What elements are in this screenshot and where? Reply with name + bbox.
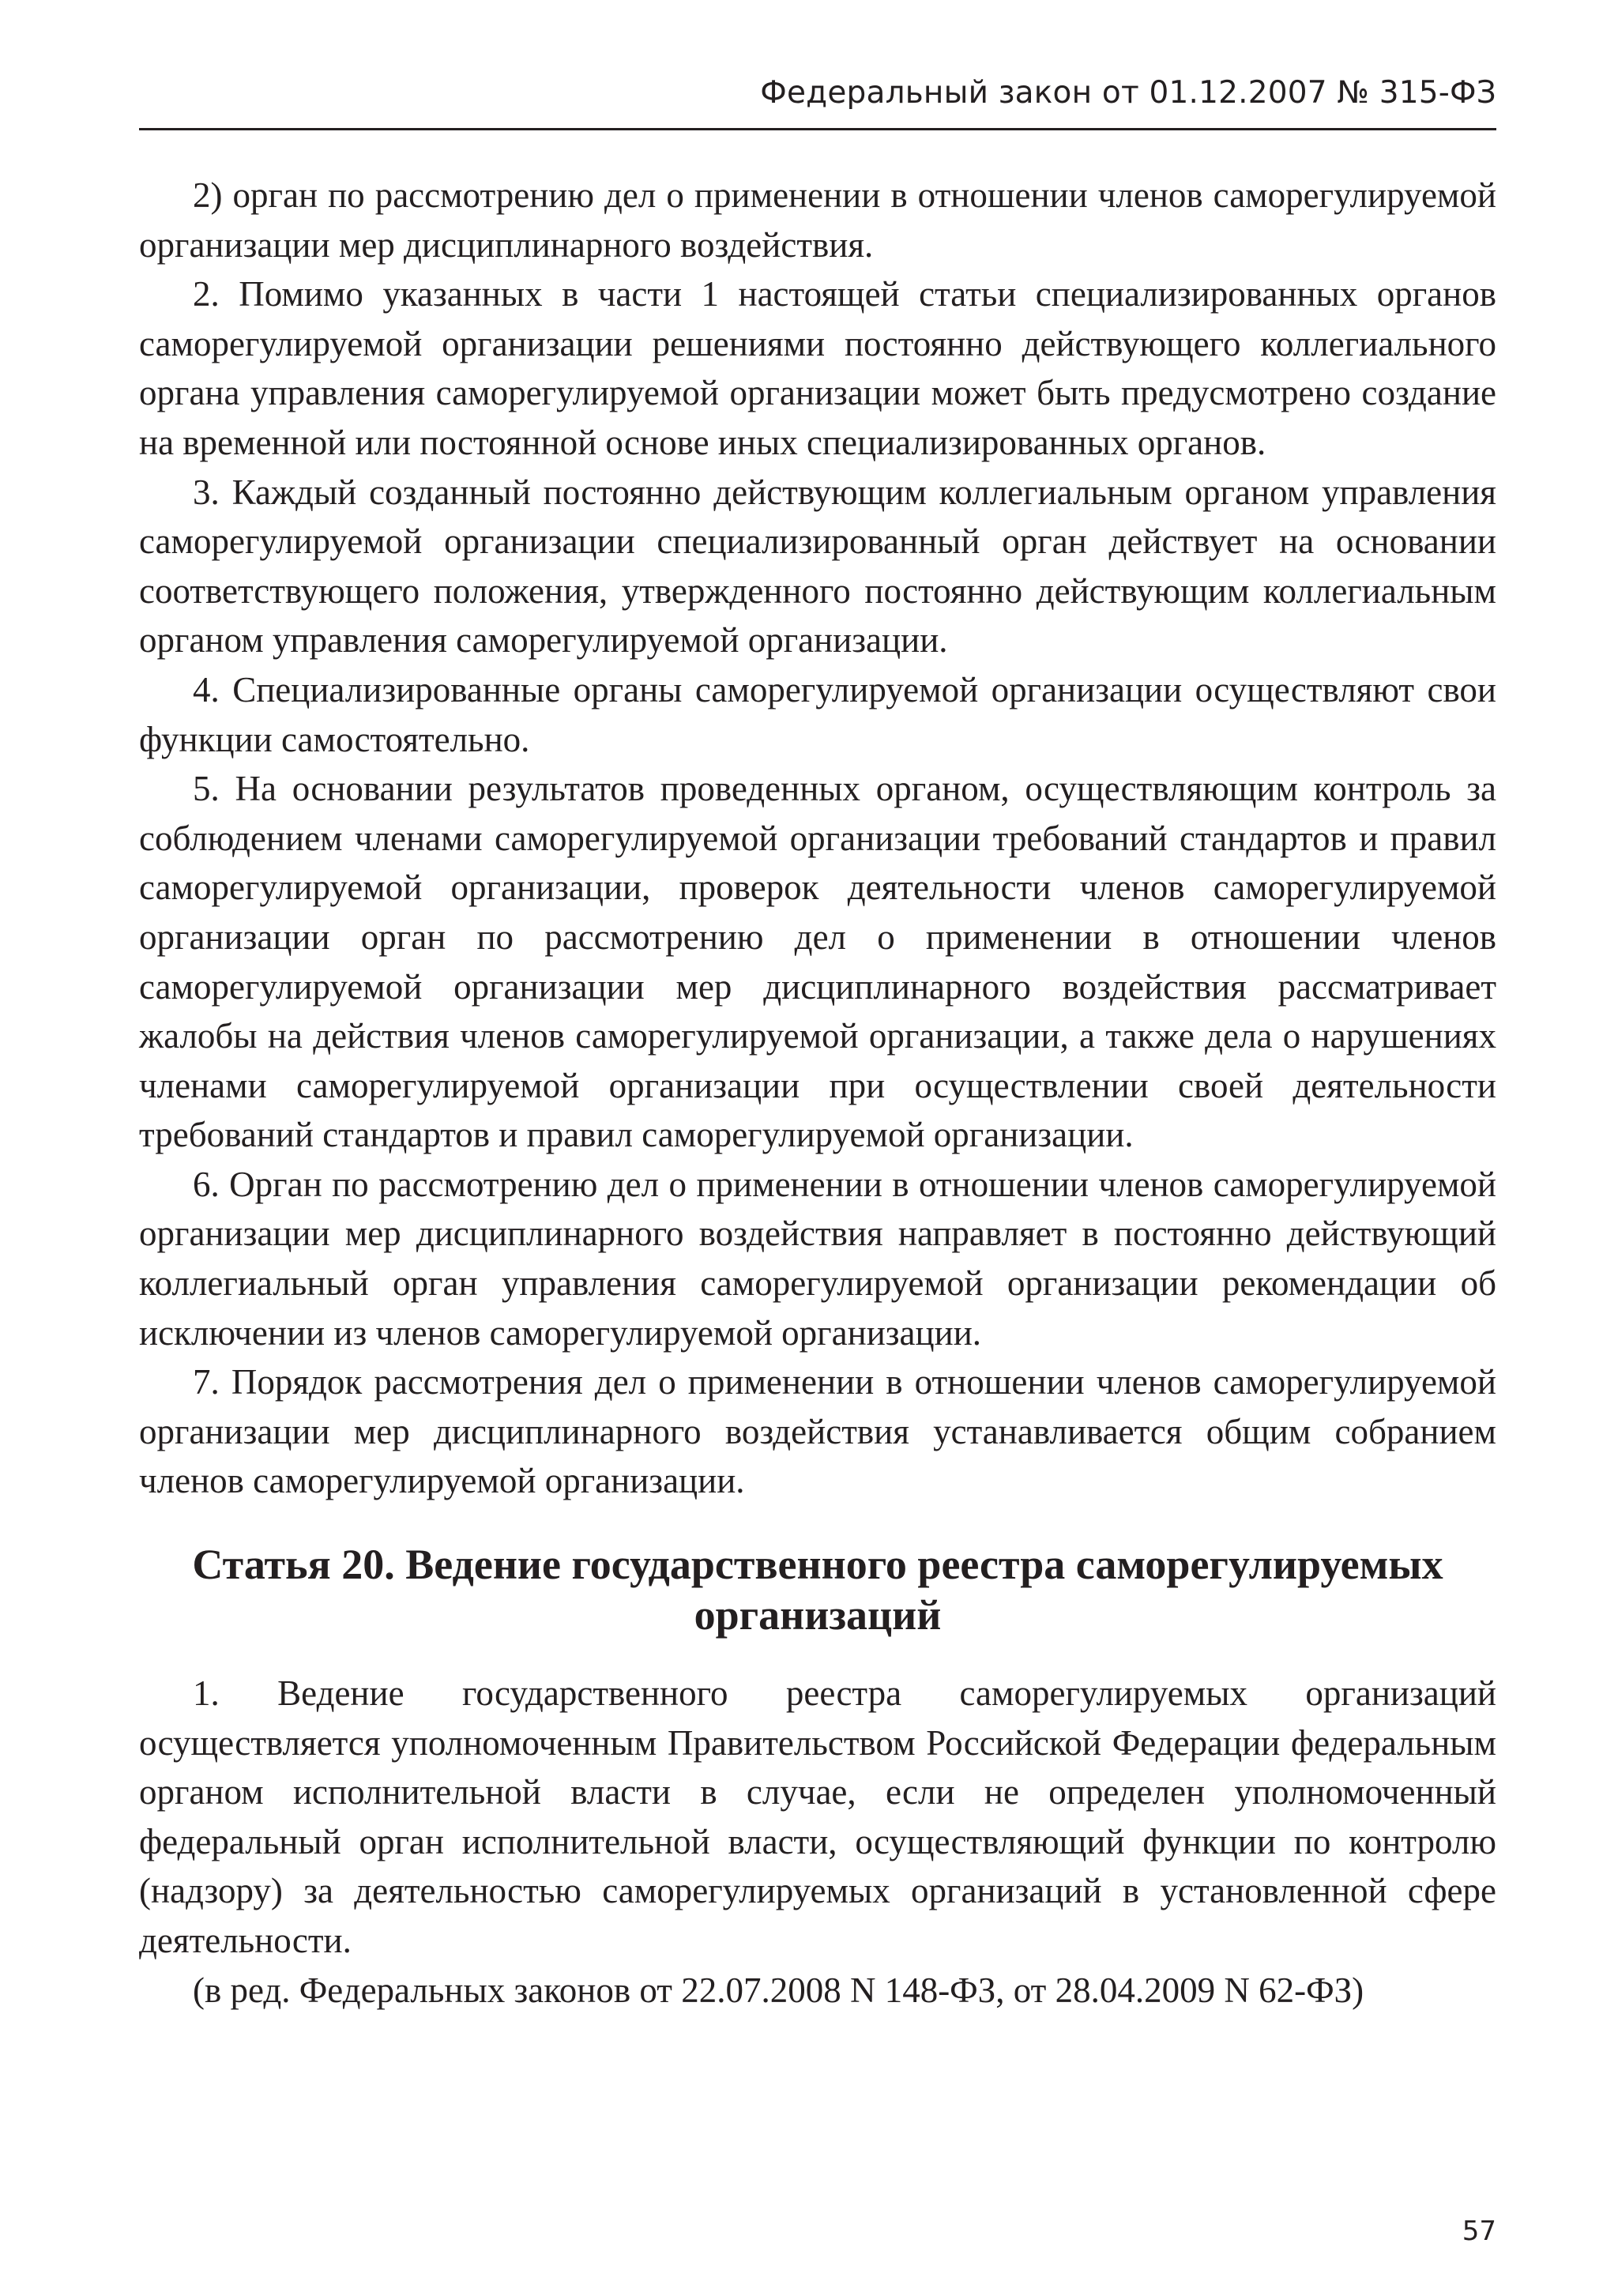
paragraph-4: 4. Специализированные органы саморегулируемой организации осуществляют свои функции самостоятельно.: [139, 669, 1496, 759]
article-20-paragraph-1: 1. Ведение государственного реестра саморегулируемых организаций осуществляется уполномоченным Правительством Российской Федерации федеральным органом исполнительной власти в случае, если не определен уполномоченный федеральный орган исполнительной власти, осуществляющий функции по контролю (надзору) за деятельностью саморегулируемых организаций в установленной сфере деятельности.: [139, 1673, 1496, 1960]
paragraph-2: 2. Помимо указанных в части 1 настоящей статьи специализированных органов саморегулируемой организации решениями постоянно действующего коллегиального органа управления саморегулируемой организации может быть предусмотрено создание на временной или постоянной основе иных специализированных органов.: [139, 274, 1496, 462]
article-heading-line-1: Статья 20. Ведение государственного реестра саморегулируемых: [192, 1541, 1443, 1589]
paragraph-5: 5. На основании результатов проведенных органом, осуществляющим контроль за соблюдением членами саморегулируемой организации требований стандартов и правил саморегулируемой организации, проверок деятельности членов саморегулируемой организации орган по рассмотрению дел о применении в отношении членов саморегулируемой организации мер дисциплинарного воздействия рассматривает жалобы на действия членов саморегулируемой организации, а также дела о нарушениях членами саморегулируемой организации при осуществлении своей деятельности требований стандартов и правил саморегулируемой организации.: [139, 769, 1496, 1155]
body-text: [139, 171, 1496, 2015]
paragraph-6: 6. Орган по рассмотрению дел о применении в отношении членов саморегулируемой организации мер дисциплинарного воздействия направляет в постоянно действующий коллегиальный орган управления саморегулируемой организации рекомендации об исключении из членов саморегулируемой организации.: [139, 1164, 1496, 1353]
header-rule: [139, 128, 1496, 130]
paragraph-3: 3. Каждый созданный постоянно действующим коллегиальным органом управления саморегулируемой организации специализированный орган действует на основании соответствующего положения, утвержденного постоянно действующим коллегиальным органом управления саморегулируемой организации.: [139, 472, 1496, 661]
article-heading-line-2: организаций: [694, 1591, 942, 1639]
paragraph-7: 7. Порядок рассмотрения дел о применении в отношении членов саморегулируемой организации мер дисциплинарного воздействия устанавливается общим собранием членов саморегулируемой организации.: [139, 1362, 1496, 1501]
paragraph-item-2-2: 2) орган по рассмотрению дел о применении в отношении членов саморегулируемой организации мер дисциплинарного воздействия.: [139, 175, 1496, 265]
running-header: Федеральный закон от 01.12.2007 № 315-ФЗ: [760, 75, 1496, 111]
article-heading: [139, 1539, 1496, 1640]
amendment-note: (в ред. Федеральных законов от 22.07.2008 N 148-ФЗ, от 28.04.2009 N 62-ФЗ): [193, 1970, 1364, 2010]
page-number: 57: [1462, 2215, 1496, 2247]
